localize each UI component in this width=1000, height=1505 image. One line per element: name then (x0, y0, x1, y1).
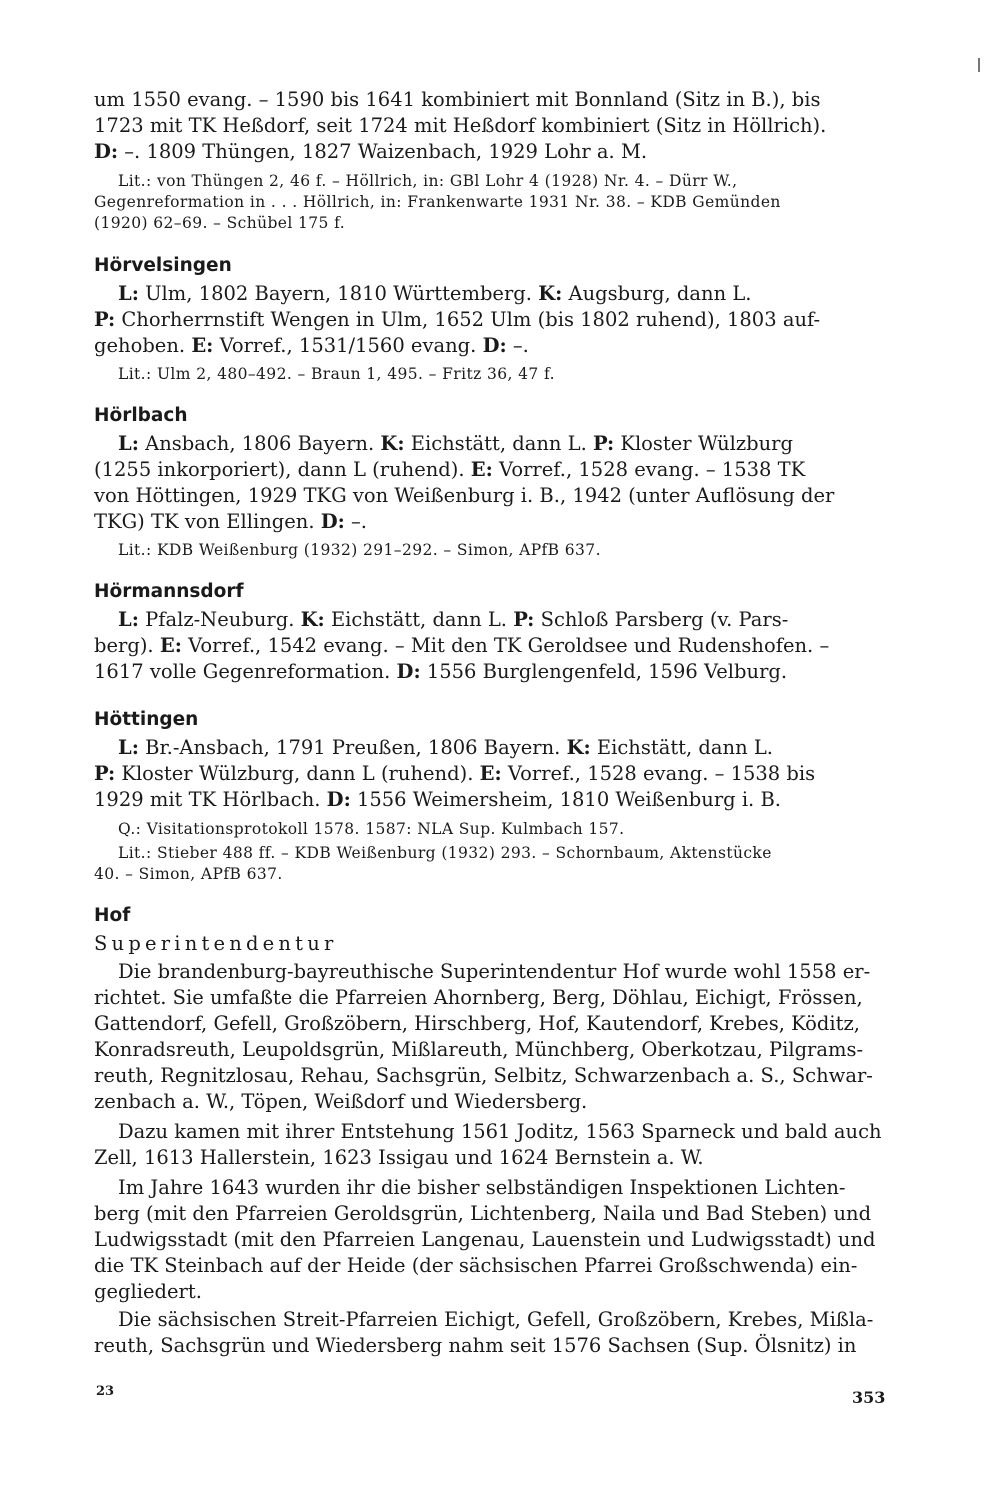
line-text: TKG) TK von Ellingen. (94, 510, 321, 533)
line-text: 1617 volle Gegenreformation. (94, 660, 397, 683)
line-text: Vorref., 1531/1560 evang. (213, 334, 483, 357)
field-key: L: (118, 608, 139, 631)
section-subheading (94, 930, 338, 957)
field-key: L: (118, 432, 139, 455)
page-number: 353 (852, 1388, 886, 1407)
line-text: Höttingen (94, 709, 199, 730)
field-key: E: (159, 634, 182, 657)
line-text: Die brandenburg-bayreuthische Superintendentur Hof wurde wohl 1558 er- (118, 960, 871, 983)
text-line (94, 86, 821, 113)
line-text: Vorref., 1542 evang. – Mit den TK Geroldsee und Rudenshofen. – (181, 634, 830, 657)
text-line (118, 280, 752, 307)
field-key: P: (593, 432, 615, 455)
text-line (118, 1174, 846, 1201)
text-line (94, 786, 781, 813)
line-text: Vorref., 1528 evang. – 1538 bis (501, 762, 816, 785)
text-line (94, 632, 829, 659)
line-text: Ansbach, 1806 Bayern. (138, 432, 381, 455)
text-line (94, 456, 805, 483)
line-text: zenbach a. W., Töpen, Weißdorf und Wiedersberg. (94, 1090, 588, 1113)
line-text: Lit.: Stieber 488 ff. – KDB Weißenburg (1932) 293. – Schornbaum, Aktenstücke (118, 844, 772, 862)
text-line (94, 482, 834, 509)
entry-heading (94, 402, 188, 429)
line-text: –. 1809 Thüngen, 1827 Waizenbach, 1929 Lohr a. M. (118, 140, 648, 163)
field-key: E: (470, 458, 493, 481)
text-line (118, 1306, 873, 1333)
text-line (118, 430, 793, 457)
text-line (94, 508, 367, 535)
line-text: –. (506, 334, 529, 357)
line-text: gegliedert. (94, 1280, 202, 1303)
line-text: Lit.: Ulm 2, 480–492. – Braun 1, 495. – Fritz 36, 47 f. (118, 365, 555, 383)
line-text: berg). (94, 634, 160, 657)
field-key: P: (94, 308, 116, 331)
field-key: D: (482, 334, 507, 357)
field-key: L: (118, 736, 139, 759)
line-text: 40. – Simon, APfB 637. (94, 865, 283, 883)
line-text: Lit.: von Thüngen 2, 46 f. – Höllrich, in: GBl Lohr 4 (1928) Nr. 4. – Dürr W., (118, 172, 738, 190)
line-text: Hof (94, 905, 131, 926)
line-text: Schloß Parsberg (v. Pars- (534, 608, 789, 631)
field-key: P: (513, 608, 535, 631)
text-line (94, 1010, 860, 1037)
text-line (94, 984, 863, 1011)
text-line (94, 1332, 856, 1359)
text-line (118, 606, 788, 633)
text-line (94, 138, 647, 165)
text-line (118, 1118, 882, 1145)
line-text: Eichstätt, dann L. (404, 432, 593, 455)
line-text: gehoben. (94, 334, 192, 357)
entry-heading (94, 578, 244, 605)
field-key: K: (300, 608, 325, 631)
line-text: Zell, 1613 Hallerstein, 1623 Issigau und 1624 Bernstein a. W. (94, 1146, 704, 1169)
line-text: Hörvelsingen (94, 255, 232, 276)
entry-heading (94, 902, 130, 929)
text-line (94, 112, 826, 139)
line-text: reuth, Sachsgrün und Wiedersberg nahm seit 1576 Sachsen (Sup. Ölsnitz) in (94, 1334, 857, 1357)
line-text: Konradsreuth, Leupoldsgrün, Mißlareuth, Münchberg, Oberkotzau, Pilgrams- (94, 1038, 864, 1061)
line-text: (1920) 62–69. – Schübel 175 f. (94, 214, 346, 232)
line-text: Superintendentur (94, 932, 338, 955)
line-text: die TK Steinbach auf der Heide (der sächsischen Pfarrei Großschwenda) ein- (94, 1254, 858, 1277)
text-line (118, 958, 870, 985)
field-key: D: (326, 788, 351, 811)
line-text: Ludwigsstadt (mit den Pfarreien Langenau, Lauenstein und Ludwigsstadt) und (94, 1228, 876, 1251)
line-text: Kloster Wülzburg (614, 432, 793, 455)
margin-mark (978, 58, 980, 72)
line-text: 1929 mit TK Hörlbach. (94, 788, 327, 811)
line-text: 1723 mit TK Heßdorf, seit 1724 mit Heßdorf kombiniert (Sitz in Höllrich). (94, 114, 827, 137)
text-line (94, 1036, 863, 1063)
field-key: L: (118, 282, 139, 305)
line-text: Pfalz-Neuburg. (138, 608, 301, 631)
field-key: P: (94, 762, 116, 785)
literature-line (118, 361, 555, 388)
literature-line (94, 210, 345, 237)
text-line (94, 1062, 873, 1089)
text-line (94, 1088, 587, 1115)
text-line (118, 734, 773, 761)
text-line (94, 1144, 704, 1171)
line-text: Hörmannsdorf (94, 581, 244, 602)
field-key: K: (538, 282, 563, 305)
field-key: E: (479, 762, 502, 785)
literature-line (94, 861, 283, 888)
text-line (94, 1226, 876, 1253)
line-text: Q.: Visitationsprotokoll 1578. 1587: NLA Sup. Kulmbach 157. (118, 820, 625, 838)
text-line (94, 1200, 871, 1227)
field-key: D: (396, 660, 421, 683)
line-text: Die sächsischen Streit-Pfarreien Eichigt, Gefell, Großzöbern, Krebes, Mißla- (118, 1308, 874, 1331)
field-key: D: (94, 140, 119, 163)
entry-heading (94, 252, 232, 279)
field-key: K: (380, 432, 405, 455)
line-text: Kloster Wülzburg, dann L (ruhend). (115, 762, 480, 785)
line-text: Ulm, 1802 Bayern, 1810 Württemberg. (138, 282, 539, 305)
field-key: D: (320, 510, 345, 533)
line-text: von Höttingen, 1929 TKG von Weißenburg i. B., 1942 (unter Auflösung der (94, 484, 835, 507)
line-text: Lit.: KDB Weißenburg (1932) 291–292. – Simon, APfB 637. (118, 541, 601, 559)
line-text: reuth, Regnitzlosau, Rehau, Sachsgrün, Selbitz, Schwarzenbach a. S., Schwar- (94, 1064, 873, 1087)
line-text: Gattendorf, Gefell, Großzöbern, Hirschberg, Hof, Kautendorf, Krebes, Köditz, (94, 1012, 860, 1035)
line-text: Chorherrnstift Wengen in Ulm, 1652 Ulm (bis 1802 ruhend), 1803 auf- (115, 308, 821, 331)
field-key: K: (566, 736, 591, 759)
line-text: Eichstätt, dann L. (590, 736, 773, 759)
line-text: berg (mit den Pfarreien Geroldsgrün, Lichtenberg, Naila und Bad Steben) und (94, 1202, 872, 1225)
line-text: Br.-Ansbach, 1791 Preußen, 1806 Bayern. (138, 736, 567, 759)
line-text: Gegenreformation in . . . Höllrich, in: Frankenwarte 1931 Nr. 38. – KDB Gemünden (94, 193, 781, 211)
line-text: richtet. Sie umfaßte die Pfarreien Ahornberg, Berg, Döhlau, Eichigt, Frössen, (94, 986, 863, 1009)
line-text: Hörlbach (94, 405, 188, 426)
text-line (94, 658, 787, 685)
text-line (94, 306, 820, 333)
line-text: –. (344, 510, 367, 533)
field-key: E: (191, 334, 214, 357)
line-text: 1556 Burglengenfeld, 1596 Velburg. (420, 660, 788, 683)
text-line (94, 1252, 857, 1279)
line-text: (1255 inkorporiert), dann L (ruhend). (94, 458, 471, 481)
text-line (94, 332, 529, 359)
line-text: Vorref., 1528 evang. – 1538 TK (492, 458, 806, 481)
line-text: Eichstätt, dann L. (324, 608, 514, 631)
line-text: Im Jahre 1643 wurden ihr die bisher selbständigen Inspektionen Lichten- (118, 1176, 846, 1199)
line-text: Dazu kamen mit ihrer Entstehung 1561 Joditz, 1563 Sparneck und bald auch (118, 1120, 882, 1143)
text-line (94, 760, 815, 787)
literature-line (118, 537, 601, 564)
sources-line (118, 816, 625, 843)
line-text: 1556 Weimersheim, 1810 Weißenburg i. B. (350, 788, 781, 811)
line-text: um 1550 evang. – 1590 bis 1641 kombiniert mit Bonnland (Sitz in B.), bis (94, 88, 821, 111)
entry-heading (94, 706, 198, 733)
line-text: Augsburg, dann L. (562, 282, 752, 305)
signature-mark: 23 (96, 1384, 115, 1399)
text-line (94, 1278, 202, 1305)
